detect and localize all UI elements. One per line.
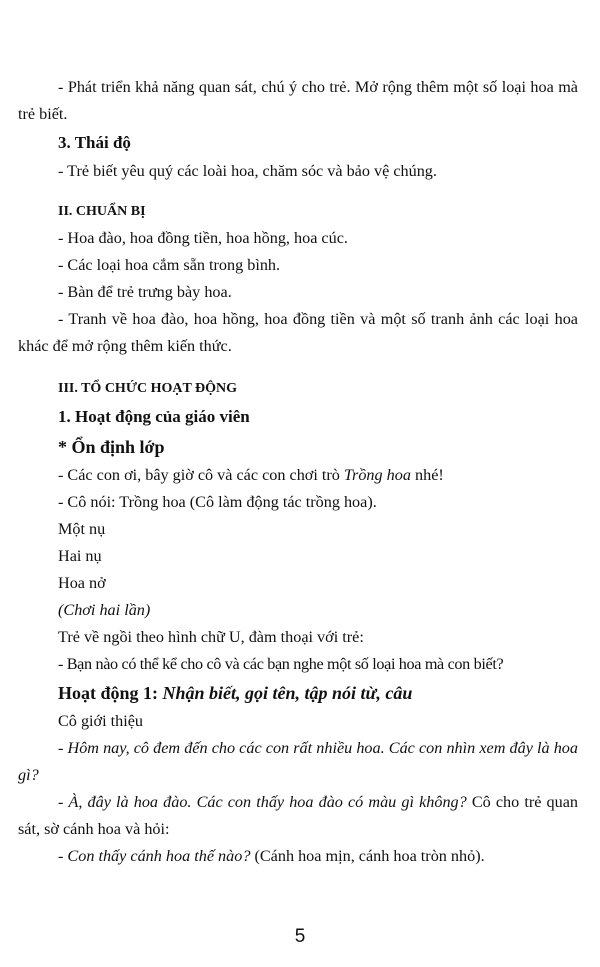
prep-item-3: - Bàn để trẻ trưng bày hoa. — [58, 283, 232, 301]
heading-activity-1: Hoạt động 1: Nhận biết, gọi tên, tập nói từ, câu — [58, 683, 413, 703]
heading-class-setup: * Ổn định lớp — [58, 437, 165, 457]
page-number: 5 — [294, 926, 306, 947]
question-2: - À, đây là hoa đào. Các con thấy hoa đào có màu gì không? Cô cho trẻ quan sát, sờ cánh hoa và hỏi: — [18, 793, 578, 838]
chant-line-3: Hoa nở — [58, 574, 106, 592]
attitude-paragraph: - Trẻ biết yêu quý các loài hoa, chăm sóc và bảo vệ chúng. — [58, 162, 437, 180]
setup-line-2: - Cô nói: Trồng hoa (Cô làm động tác trồng hoa). — [58, 493, 377, 511]
setup-line-3: Trẻ về ngồi theo hình chữ U, đàm thoại với trẻ: — [58, 628, 364, 646]
prep-item-4: - Tranh về hoa đào, hoa hồng, hoa đồng tiền và một số tranh ảnh các loại hoa khác để mở rộng thêm kiến thức. — [18, 310, 578, 355]
setup-line-1: - Các con ơi, bây giờ cô và các con chơi trò Trồng hoa nhé! — [58, 466, 444, 484]
heading-attitude: 3. Thái độ — [58, 133, 131, 152]
prep-item-1: - Hoa đào, hoa đồng tiền, hoa hồng, hoa cúc. — [58, 229, 348, 247]
intro-line: Cô giới thiệu — [58, 712, 144, 730]
prep-item-2: - Các loại hoa cắm sẵn trong bình. — [58, 256, 281, 274]
chant-line-1: Một nụ — [58, 520, 106, 538]
setup-line-4: - Bạn nào có thể kể cho cô và các bạn nghe một số loại hoa mà con biết? — [58, 655, 504, 673]
heading-teacher-activity: 1. Hoạt động của giáo viên — [58, 407, 250, 426]
skill-paragraph: - Phát triển khả năng quan sát, chú ý cho trẻ. Mở rộng thêm một số loại hoa mà trẻ biết. — [18, 78, 578, 123]
chant-line-2: Hai nụ — [58, 547, 102, 565]
heading-organization: III. TỔ CHỨC HOẠT ĐỘNG — [58, 381, 238, 396]
question-3: - Con thấy cánh hoa thế nào? (Cánh hoa mịn, cánh hoa tròn nhỏ). — [58, 847, 485, 865]
document-body — [18, 74, 578, 870]
question-1: - Hôm nay, cô đem đến cho các con rất nhiều hoa. Các con nhìn xem đây là hoa gì? — [18, 739, 578, 784]
heading-preparation: II. CHUẨN BỊ — [58, 204, 146, 219]
play-note: (Chơi hai lần) — [58, 601, 151, 619]
